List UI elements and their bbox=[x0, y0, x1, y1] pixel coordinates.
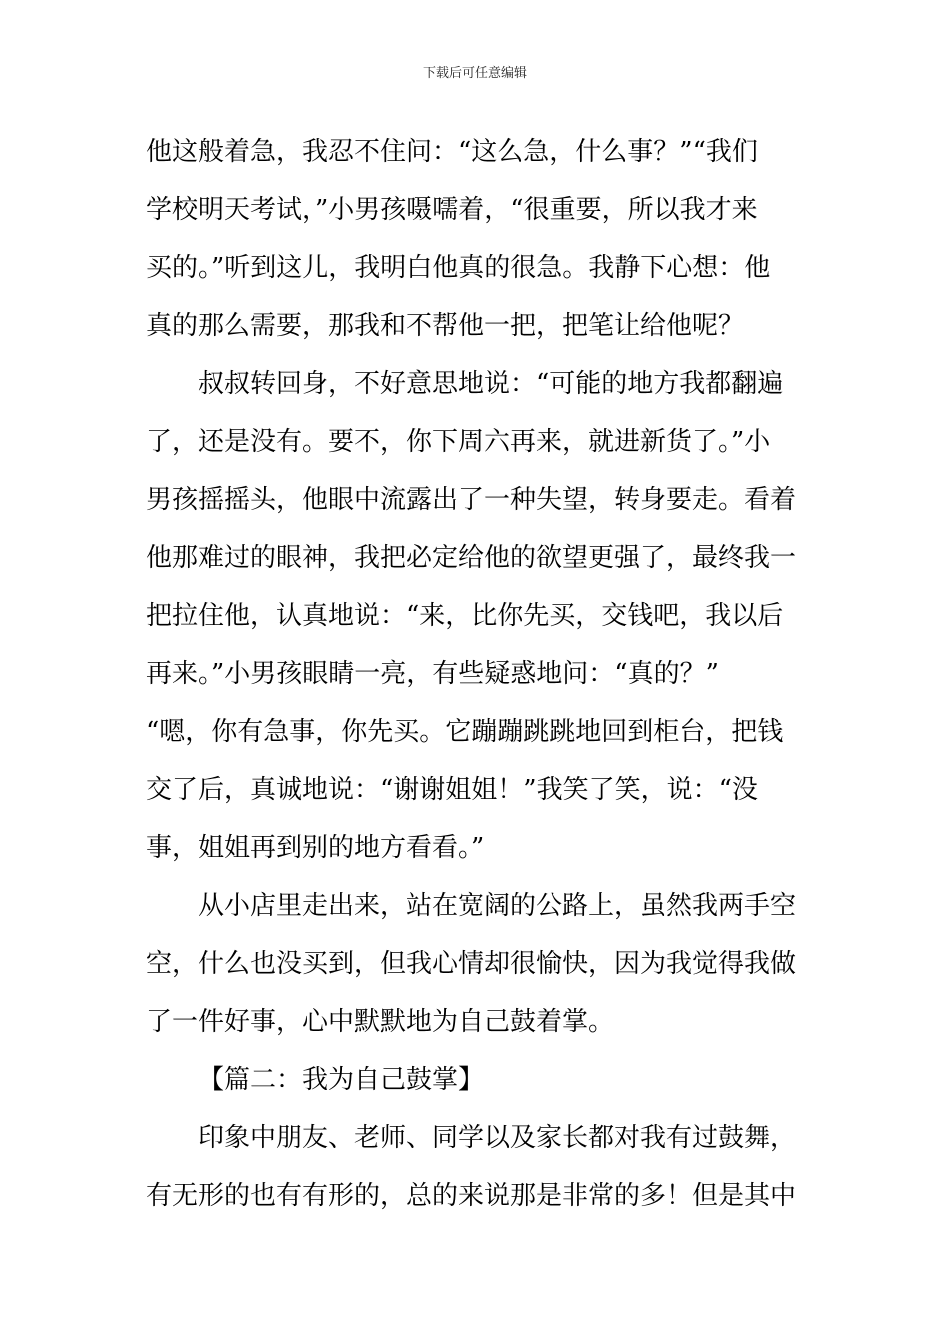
text-line: 了一件好事，心中默默地为自己鼓着掌。 bbox=[146, 1007, 615, 1037]
text-line: 买的。”听到这儿，我明白他真的很急。我静下心想：他 bbox=[146, 253, 771, 283]
text-line: 事，姐姐再到别的地方看看。” bbox=[146, 833, 485, 863]
paragraph-start-line: 印象中朋友、老师、同学以及家长都对我有过鼓舞， bbox=[198, 1123, 797, 1153]
section-heading: 【篇二：我为自己鼓掌】 bbox=[198, 1065, 485, 1095]
text-line: 学校明天考试，”小男孩嗫嚅着，“很重要，所以我才来 bbox=[146, 195, 758, 225]
text-line: 把拉住他，认真地说：“来，比你先买，交钱吧，我以后 bbox=[146, 601, 784, 631]
paragraph-start-line: 从小店里走出来，站在宽阔的公路上，虽然我两手空 bbox=[198, 891, 797, 921]
text-line: 再来。”小男孩眼睛一亮，有些疑惑地问：“真的？” bbox=[146, 659, 719, 689]
paragraph-start-line: 叔叔转回身，不好意思地说：“可能的地方我都翻遍 bbox=[198, 369, 784, 399]
text-line: 他这般着急，我忍不住问：“这么急，什么事？”“我们 bbox=[146, 137, 758, 167]
text-line: 真的那么需要，那我和不帮他一把，把笔让给他呢？ bbox=[146, 311, 745, 341]
text-line: 了，还是没有。要不，你下周六再来，就进新货了。”小 bbox=[146, 427, 771, 457]
text-line: 交了后，真诚地说：“谢谢姐姐！”我笑了笑，说：“没 bbox=[146, 775, 758, 805]
text-line: 有无形的也有有形的，总的来说那是非常的多！但是其中 bbox=[146, 1181, 797, 1211]
text-line: 他那难过的眼神，我把必定给他的欲望更强了，最终我一 bbox=[146, 543, 797, 573]
text-line: 空，什么也没买到，但我心情却很愉快，因为我觉得我做 bbox=[146, 949, 797, 979]
text-line: “嗯，你有急事，你先买。它蹦蹦跳跳地回到柜台，把钱 bbox=[146, 717, 784, 747]
page-header: 下载后可任意编辑 bbox=[422, 66, 527, 81]
text-line: 男孩摇摇头，他眼中流露出了一种失望，转身要走。看着 bbox=[146, 485, 797, 515]
